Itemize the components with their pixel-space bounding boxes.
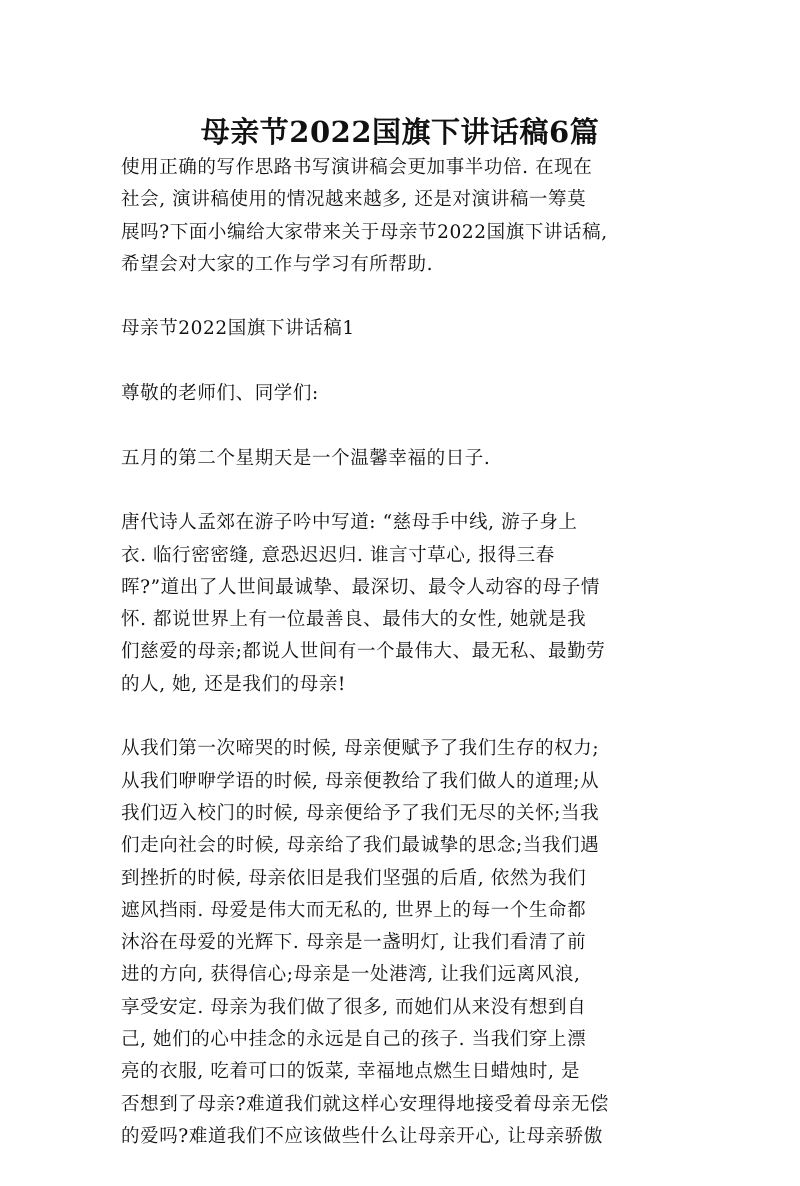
text-line: 五月的第二个星期天是一个温馨幸福的日子.: [121, 447, 491, 469]
text-line: 社会, 演讲稿使用的情况越来越多, 还是对演讲稿一筹莫: [121, 189, 587, 211]
text-line: 唐代诗人孟郊在游子吟中写道: “慈母手中线, 游子身上: [121, 512, 578, 534]
paragraph: [121, 733, 681, 1153]
text-line: 怀. 都说世界上有一位最善良、最伟大的女性, 她就是我: [121, 609, 587, 631]
paragraph: [121, 507, 681, 701]
text-line: 否想到了母亲?难道我们就这样心安理得地接受着母亲无偿: [121, 1093, 610, 1115]
text-line: 沐浴在母爱的光辉下. 母亲是一盏明灯, 让我们看清了前: [121, 932, 587, 954]
paragraph: [121, 443, 681, 475]
text-line: 从我们第一次啼哭的时候, 母亲便赋予了我们生存的权力;: [121, 738, 600, 760]
document-title: 母亲节2022国旗下讲话稿6篇: [200, 115, 600, 149]
text-line: 展吗?下面小编给大家带来关于母亲节2022国旗下讲话稿,: [121, 221, 608, 243]
paragraph: [121, 152, 681, 281]
text-line: 遮风挡雨. 母爱是伟大而无私的, 世界上的每一个生命都: [121, 899, 587, 921]
text-line: 亮的衣服, 吃着可口的饭菜, 幸福地点燃生日蜡烛时, 是: [121, 1061, 581, 1083]
document-body: [121, 152, 681, 1186]
paragraph: [121, 378, 681, 410]
text-line: 从我们咿咿学语的时候, 母亲便教给了我们做人的道理;从: [121, 770, 600, 792]
text-line: 们走向社会的时候, 母亲给了我们最诚挚的思念;当我们遇: [121, 835, 600, 857]
text-line: 们慈爱的母亲;都说人世间有一个最伟大、最无私、最勤劳: [121, 641, 606, 663]
text-line: 希望会对大家的工作与学习有所帮助.: [121, 253, 434, 275]
paragraph: [121, 313, 681, 345]
text-line: 的人, 她, 还是我们的母亲!: [121, 673, 346, 695]
text-line: 进的方向, 获得信心;母亲是一处港湾, 让我们远离风浪,: [121, 964, 581, 986]
text-line: 到挫折的时候, 母亲依旧是我们坚强的后盾, 依然为我们: [121, 867, 587, 889]
text-line: 我们迈入校门的时候, 母亲便给予了我们无尽的关怀;当我: [121, 802, 600, 824]
text-line: 使用正确的写作思路书写演讲稿会更加事半功倍. 在现在: [121, 157, 593, 178]
text-line: 晖?”道出了人世间最诚挚、最深切、最令人动容的母子情: [121, 576, 600, 598]
text-line: 尊敬的老师们、同学们:: [121, 383, 319, 405]
text-line: 的爱吗?难道我们不应该做些什么让母亲开心, 让母亲骄傲: [121, 1125, 603, 1147]
text-line: 母亲节2022国旗下讲话稿1: [121, 318, 355, 340]
text-line: 衣. 临行密密缝, 意恐迟迟归. 谁言寸草心, 报得三春: [121, 544, 555, 566]
text-line: 己, 她们的心中挂念的永远是自己的孩子. 当我们穿上漂: [121, 1029, 587, 1051]
text-line: 享受安定. 母亲为我们做了很多, 而她们从来没有想到自: [121, 996, 587, 1018]
